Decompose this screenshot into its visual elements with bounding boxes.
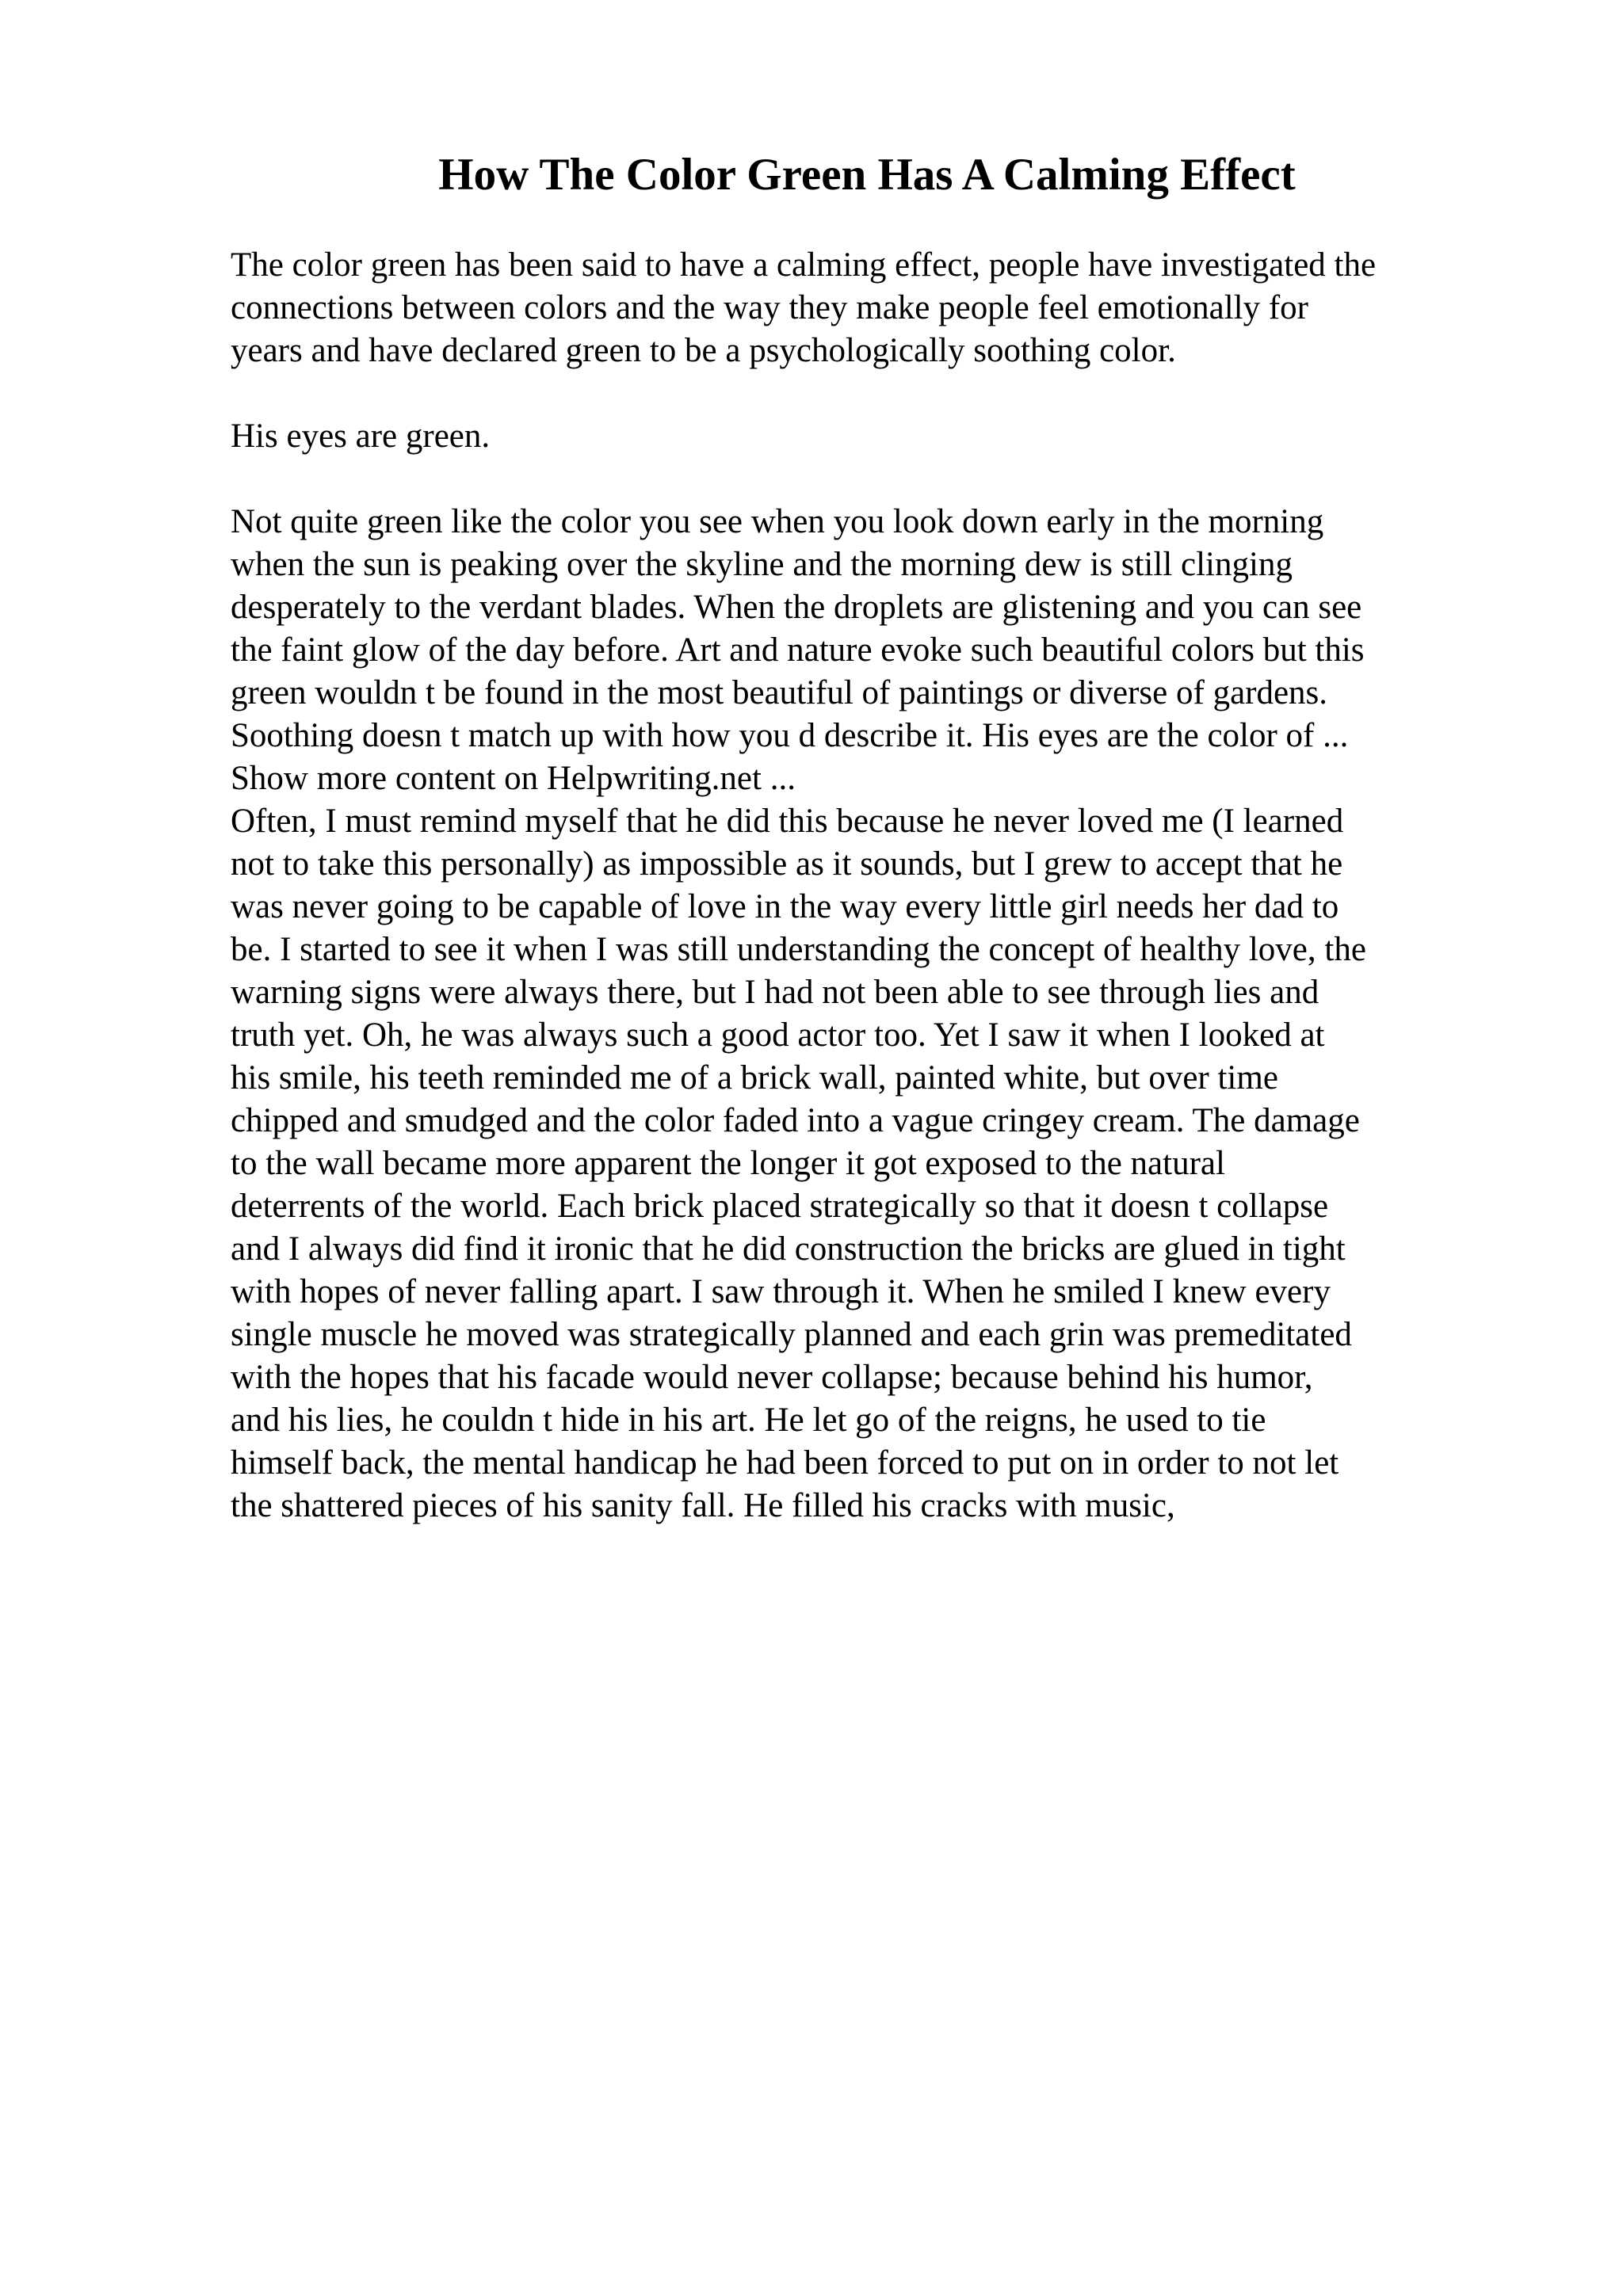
paragraph-main	[231, 501, 1530, 1527]
text-line: his smile, his teeth reminded me of a brick wall, painted white, but over time	[231, 1059, 1278, 1097]
text-line: deterrents of the world. Each brick placed strategically so that it doesn t collapse	[231, 1188, 1329, 1225]
text-line: to the wall became more apparent the longer it got exposed to the natural	[231, 1145, 1225, 1182]
paragraph-eyes	[231, 415, 1530, 458]
text-line: connections between colors and the way they make people feel emotionally for	[231, 289, 1308, 326]
text-line: warning signs were always there, but I had not been able to see through lies and	[231, 974, 1319, 1011]
paragraph-spacer	[231, 458, 1530, 501]
text-line: single muscle he moved was strategically planned and each grin was premeditated	[231, 1316, 1352, 1353]
paragraph-spacer	[231, 372, 1530, 415]
text-line: green wouldn t be found in the most beautiful of paintings or diverse of gardens.	[231, 674, 1328, 711]
text-line: with hopes of never falling apart. I saw through it. When he smiled I knew every	[231, 1273, 1331, 1310]
text-line: was never going to be capable of love in the way every little girl needs her dad to	[231, 888, 1339, 925]
text-line: himself back, the mental handicap he had been forced to put on in order to not let	[231, 1444, 1339, 1482]
text-line: when the sun is peaking over the skyline and the morning dew is still clinging	[231, 546, 1293, 583]
text-line: Soothing doesn t match up with how you d describe it. His eyes are the color of ...	[231, 717, 1349, 754]
document-title: How The Color Green Has A Calming Effect	[438, 150, 1296, 200]
text-line: years and have declared green to be a psychologically soothing color.	[231, 332, 1176, 369]
document-body	[231, 244, 1530, 1527]
text-line: His eyes are green.	[231, 418, 491, 455]
text-line: the faint glow of the day before. Art and nature evoke such beautiful colors but this	[231, 631, 1365, 669]
text-line: the shattered pieces of his sanity fall. He filled his cracks with music,	[231, 1487, 1175, 1524]
text-line: and I always did find it ironic that he did construction the bricks are glued in tight	[231, 1230, 1346, 1268]
text-line: truth yet. Oh, he was always such a good actor too. Yet I saw it when I looked at	[231, 1016, 1325, 1054]
text-line: Often, I must remind myself that he did this because he never loved me (I learned	[231, 803, 1344, 840]
text-line: with the hopes that his facade would never collapse; because behind his humor,	[231, 1359, 1313, 1396]
text-line: chipped and smudged and the color faded into a vague cringey cream. The damage	[231, 1102, 1360, 1139]
text-line: be. I started to see it when I was still understanding the concept of healthy love, the	[231, 931, 1366, 968]
text-line: not to take this personally) as impossible as it sounds, but I grew to accept that he	[231, 845, 1343, 883]
text-line: desperately to the verdant blades. When the droplets are glistening and you can see	[231, 589, 1362, 626]
text-line: and his lies, he couldn t hide in his art. He let go of the reigns, he used to tie	[231, 1402, 1266, 1439]
show-more-line: Show more content on Helpwriting.net ...	[231, 760, 796, 797]
text-line: Not quite green like the color you see when you look down early in the morning	[231, 503, 1324, 540]
paragraph-intro	[231, 244, 1530, 372]
text-line: The color green has been said to have a calming effect, people have investigated the	[231, 246, 1377, 284]
